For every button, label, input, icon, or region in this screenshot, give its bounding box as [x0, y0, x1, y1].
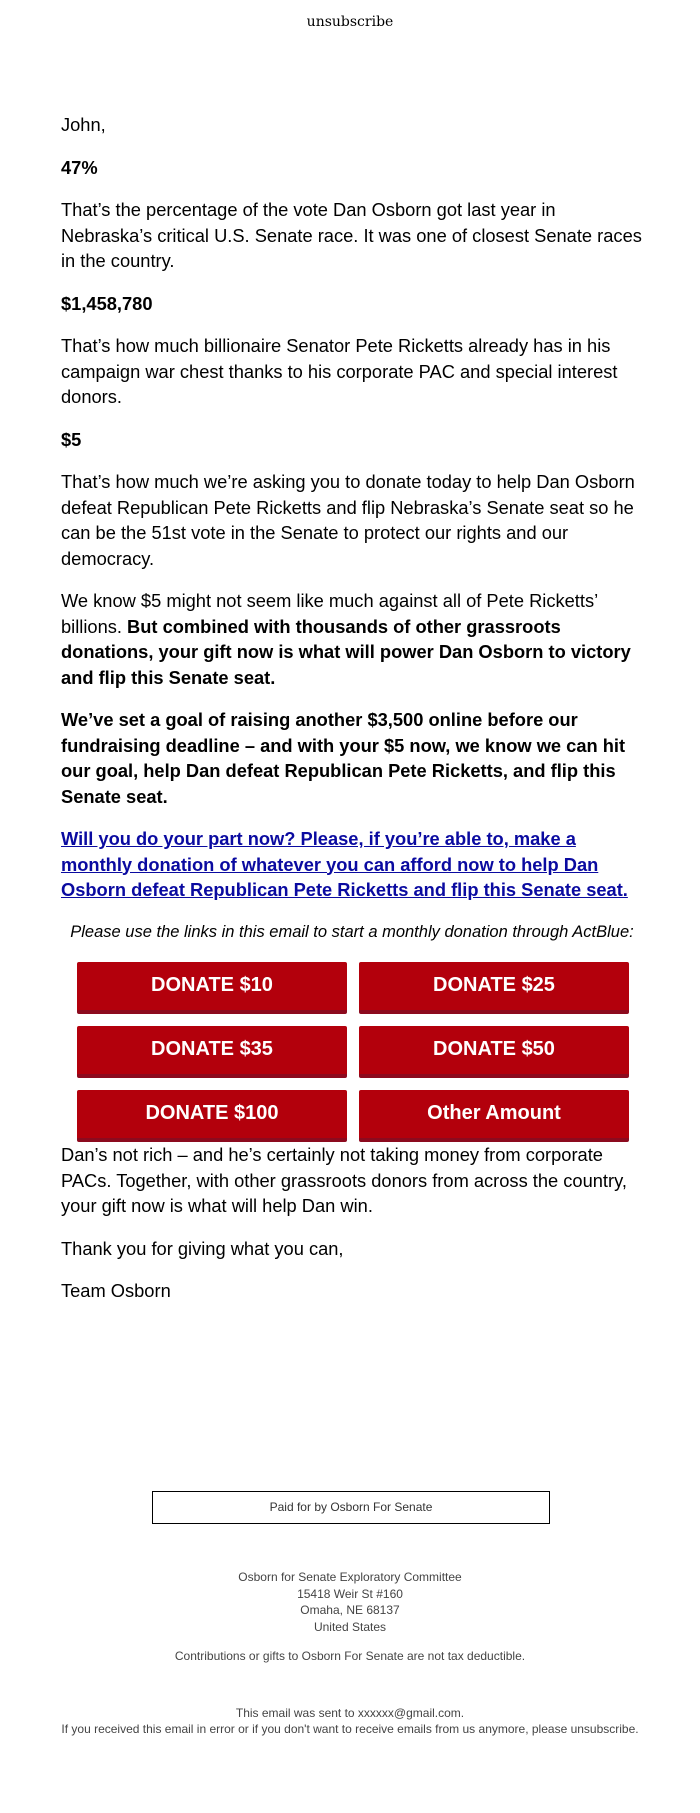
email-body	[61, 112, 643, 1321]
footer-tax-note: Contributions or gifts to Osborn For Senate are not tax deductible.	[174, 1649, 526, 1663]
signoff: Team Osborn	[61, 1280, 171, 1301]
paragraph-grassroots	[61, 588, 643, 690]
footer-address	[0, 1569, 700, 1635]
greeting: John,	[61, 114, 106, 135]
donate-10-button[interactable]: DONATE $10	[77, 962, 347, 1014]
donate-25-button[interactable]: DONATE $25	[359, 962, 629, 1014]
thanks-line: Thank you for giving what you can,	[61, 1237, 344, 1259]
paragraph-goal: We’ve set a goal of raising another $3,500 online before our fundraising deadline – and with your $5 now, we know we can hit our goal, help Dan defeat Republican Pete Ricketts, and flip this Senate seat.	[61, 709, 626, 807]
stat-percentage: 47%	[61, 156, 98, 178]
monthly-donation-link[interactable]: Will you do your part now? Please, if you’re able to, make a monthly donation of whatever you can afford now to help Dan Osborn defeat Republican Pete Ricketts and flip this Senate seat.	[61, 828, 628, 900]
footer-org: Osborn for Senate Exploratory Committee	[238, 1570, 462, 1584]
stat-ask: $5	[61, 428, 82, 450]
footer-error-note[interactable]: If you received this email in error or if you don't want to receive emails from us anymore, please unsubscribe.	[61, 1722, 639, 1736]
paragraph-not-rich: Dan’s not rich – and he’s certainly not taking money from corporate PACs. Together, with other grassroots donors from across the country, your gift now is what will help Dan win.	[61, 1144, 627, 1216]
donate-35-button[interactable]: DONATE $35	[77, 1026, 347, 1078]
stat-war-chest: $1,458,780	[61, 292, 153, 314]
cta-paragraph	[61, 826, 643, 903]
paragraph-vote-share: That’s the percentage of the vote Dan Osborn got last year in Nebraska’s critical U.S. Senate race. It was one of closest Senate races in the country.	[61, 199, 642, 271]
footer-country: United States	[313, 1619, 387, 1634]
donate-button-grid	[77, 962, 643, 1142]
donate-100-button[interactable]: DONATE $100	[77, 1090, 347, 1142]
footer-sent-to: This email was sent to xxxxxx@gmail.com.	[235, 1706, 465, 1720]
footer-street: 15418 Weir St #160	[297, 1586, 403, 1601]
footer-city: Omaha, NE 68137	[300, 1603, 400, 1617]
paragraph-ask: That’s how much we’re asking you to donate today to help Dan Osborn defeat Republican Pete Ricketts and flip Nebraska’s Senate seat so he can be the 51st vote in the Senate to protect our rights and our democracy.	[61, 471, 635, 569]
actblue-note: Please use the links in this email to start a monthly donation through ActBlue:	[70, 922, 634, 941]
paragraph-grassroots-bold: But combined with thousands of other grassroots donations, your gift now is what will power Dan Osborn to victory and flip this Senate seat.	[61, 615, 631, 688]
other-amount-button[interactable]: Other Amount	[359, 1090, 629, 1142]
donate-50-button[interactable]: DONATE $50	[359, 1026, 629, 1078]
unsubscribe-link[interactable]: unsubscribe	[306, 14, 394, 30]
paragraph-war-chest: That’s how much billionaire Senator Pete Ricketts already has in his campaign war chest thanks to his corporate PAC and special interest donors.	[61, 335, 618, 407]
paragraph-grassroots-plain: We know $5 might not seem like much against all of Pete Ricketts’ billions.	[61, 590, 598, 637]
paid-for-disclaimer: Paid for by Osborn For Senate	[152, 1491, 550, 1524]
